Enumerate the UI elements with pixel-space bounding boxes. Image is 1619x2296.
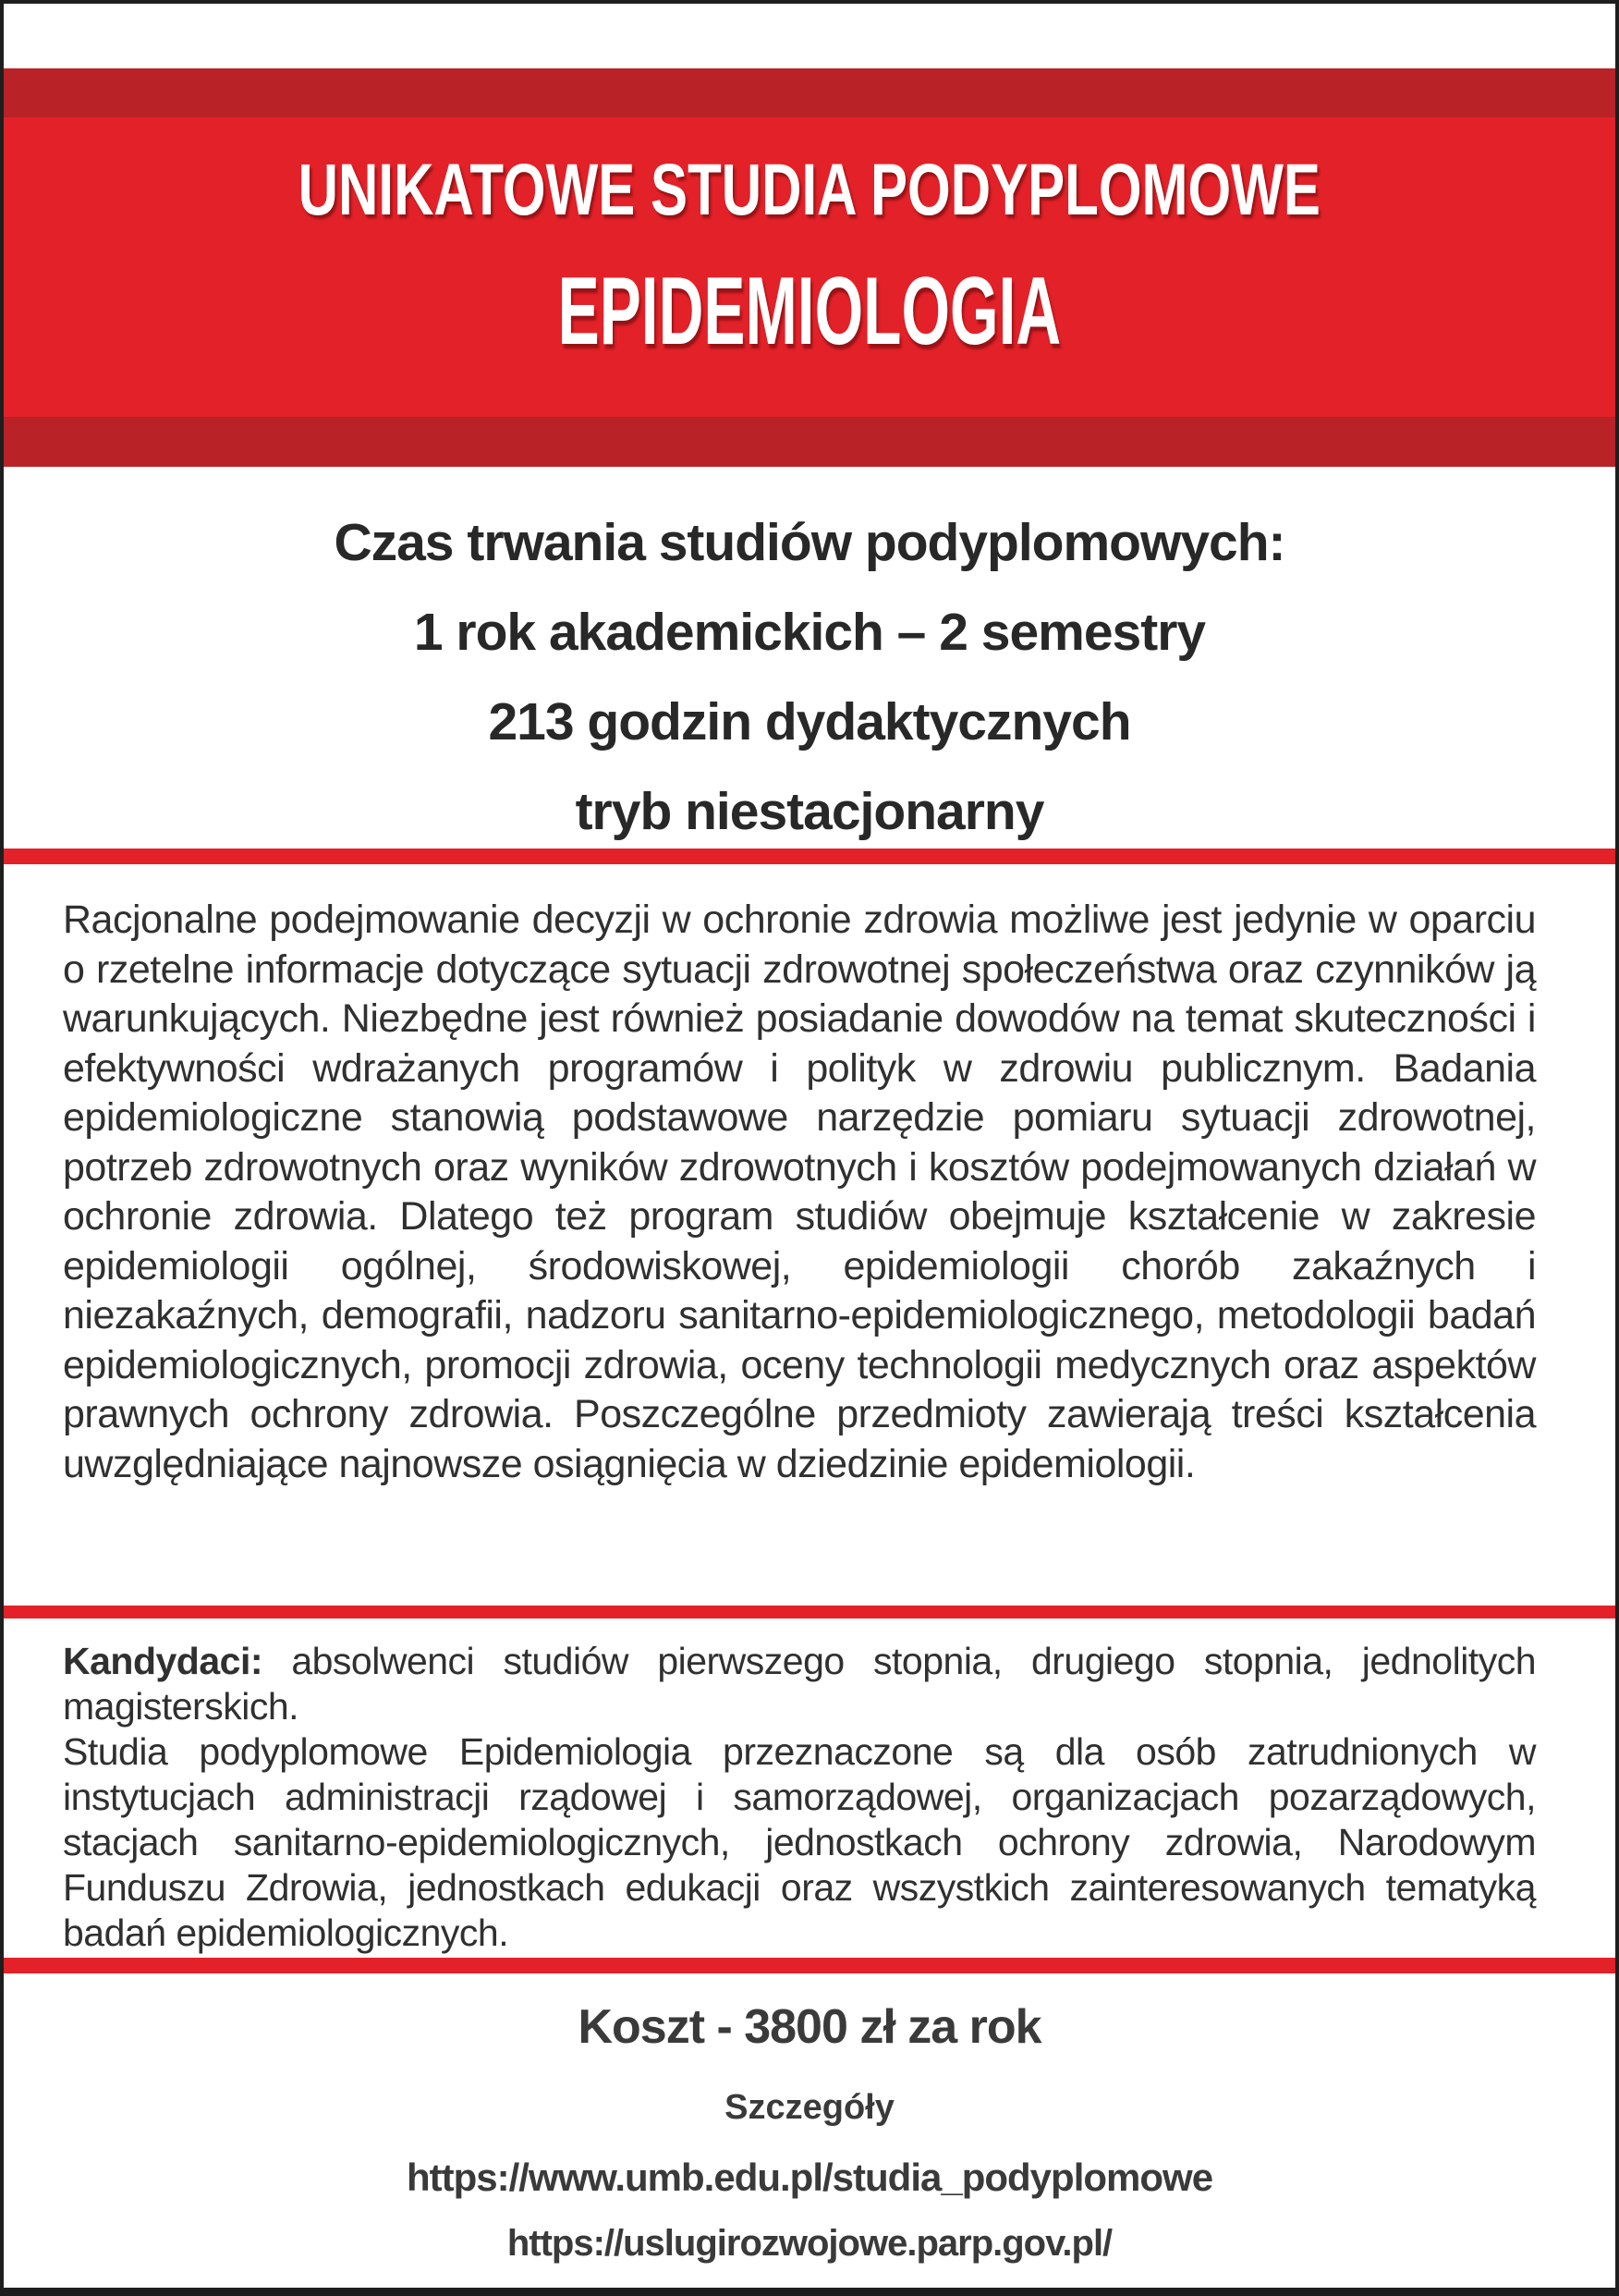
candidates-label: Kandydaci:	[63, 1640, 262, 1682]
header-band	[4, 117, 1615, 417]
duration-line-title: Czas trwania studiów podyplomowych:	[334, 513, 1285, 572]
duration-line-mode: tryb niestacjonarny	[575, 782, 1044, 841]
intro-paragraph: Racjonalne podejmowanie decyzji w ochronie zdrowia możliwe jest jedynie w oparciu o rzetelne informacje dotyczące sytuacji zdrowotnej społeczeństwa oraz czynników ją warunkujących. Niezbędne jest również posiadanie dowodów na temat skuteczności i efektywności wdrażanych programów i polityk w zdrowiu publicznym. Badania epidemiologiczne stanowią podstawowe narzędzie pomiaru sytuacji zdrowotnej, potrzeb zdrowotnych oraz wyników zdrowotnych i kosztów podejmowanych działań w ochronie zdrowia. Dlatego też program studiów obejmuje kształcenie w zakresie epidemiologii ogólnej, środowiskowej, epidemiologii chorób zakaźnych i niezakaźnych, demografii, nadzoru sanitarno-epidemiologicznego, metodologii badań epidemiologicznych, promocji zdrowia, oceny technologii medycznych oraz aspektów prawnych ochrony zdrowia. Poszczególne przedmioty zawierają treści kształcenia uwzględniające najnowsze osiągnięcia w dziedzinie epidemiologii.	[63, 898, 1536, 1486]
umb-url: https://www.umb.edu.pl/studia_podyplomowe	[406, 2156, 1213, 2199]
program-type-title: UNIKATOWE STUDIA PODYPLOMOWE	[298, 148, 1321, 230]
duration-line-hours: 213 godzin dydaktycznych	[488, 692, 1131, 751]
cost-section	[4, 1973, 1615, 2290]
cost-amount: Koszt - 3800 zł za rok	[578, 2000, 1041, 2054]
header-band-dark-bottom	[4, 417, 1615, 467]
details-label: Szczegóły	[724, 2088, 895, 2127]
candidates-paragraph-2: Studia podyplomowe Epidemiologia przeznaczone są dla osób zatrudnionych w instytucjach administracji rządowej i samorządowej, organizacjach pozarządowych, stacjach sanitarno-epidemiologicznych, jednostkach ochrony zdrowia, Narodowym Funduszu Zdrowia, jednostkach edukacji oraz wszystkich zainteresowanych tematyką badań epidemiologicznych.	[63, 1730, 1536, 1954]
duration-line-years: 1 rok akademickich – 2 semestry	[413, 603, 1206, 662]
candidates-section	[4, 1618, 1615, 1958]
top-margin	[4, 4, 1615, 68]
duration-section	[4, 467, 1615, 849]
header-band-dark-top	[4, 68, 1615, 117]
section-divider-3	[4, 1958, 1615, 1973]
parp-url: https://uslugirozwojowe.parp.gov.pl/	[506, 2223, 1113, 2264]
program-name-title: EPIDEMIOLOGIA	[557, 258, 1062, 365]
bottom-frame-bar	[4, 2288, 1615, 2296]
candidates-paragraph-1	[63, 1639, 1536, 1729]
candidates-text: absolwenci studiów pierwszego stopnia, drugiego stopnia, jednolitych magisterskich.	[63, 1640, 1536, 1728]
section-divider-2	[4, 1606, 1615, 1618]
